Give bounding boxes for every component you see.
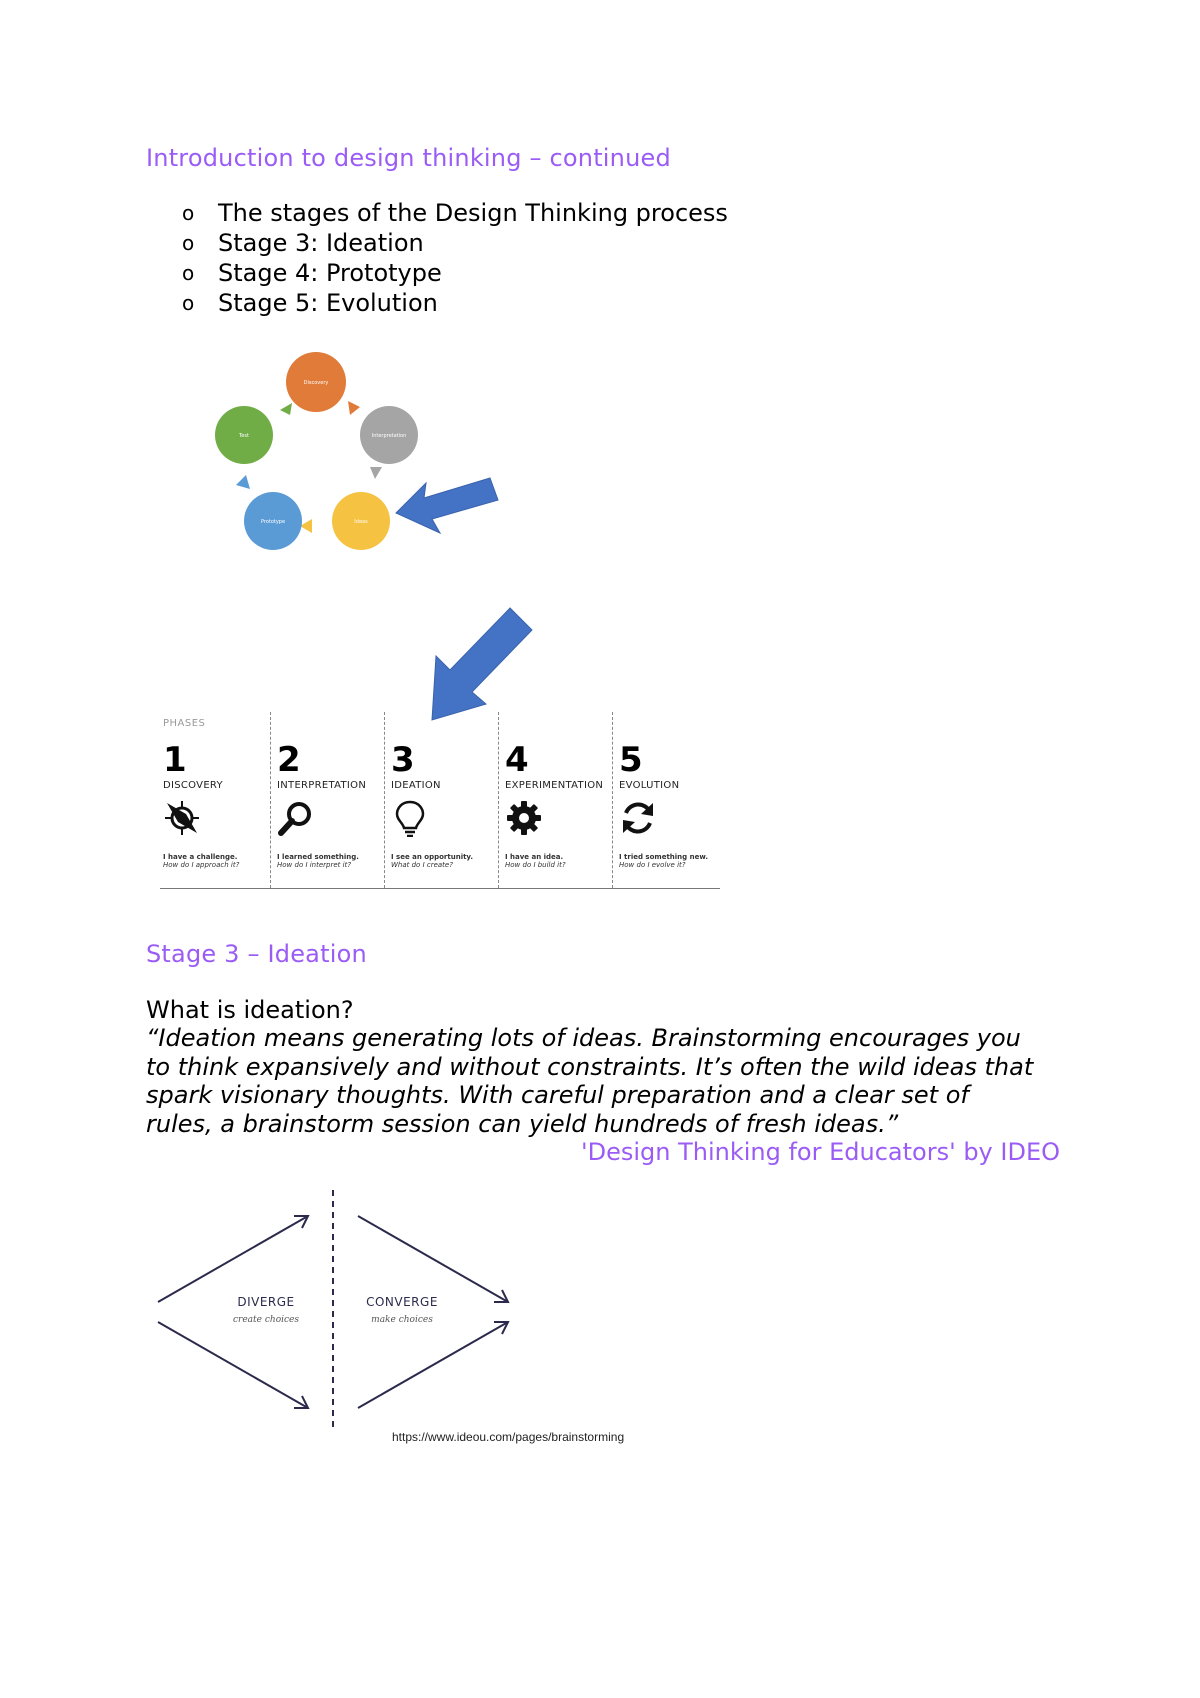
- lightbulb-icon: [391, 799, 429, 837]
- cycle-arrow-icon: [348, 401, 360, 415]
- phase-number: 4: [505, 740, 529, 780]
- bullet-text: Stage 5: Evolution: [218, 289, 438, 317]
- design-cycle-diagram: [200, 345, 520, 555]
- quote-line: to think expansively and without constraints. It’s often the wild ideas that: [146, 1052, 1034, 1081]
- list-item: [182, 228, 728, 258]
- column-divider: [270, 712, 271, 888]
- diverge-arrow-icon: [158, 1322, 308, 1408]
- converge-sub: make choices: [371, 1315, 433, 1325]
- list-item: [182, 258, 728, 288]
- bullet-text: The stages of the Design Thinking process: [218, 199, 728, 227]
- stage3-heading: Stage 3 – Ideation: [146, 940, 367, 968]
- cycle-arrow-icon: [370, 467, 382, 479]
- phase-statement: I have an idea.: [505, 853, 564, 861]
- diverge-label: DIVERGE: [237, 1295, 295, 1309]
- phase-name: DISCOVERY: [163, 780, 223, 791]
- quote-line: spark visionary thoughts. With careful preparation and a clear set of: [146, 1081, 969, 1109]
- phase-number: 2: [277, 740, 301, 780]
- phase-number: 5: [619, 740, 643, 780]
- pointer-arrow-icon: [420, 600, 540, 730]
- bullet-marker: o: [182, 201, 195, 225]
- bullet-text: Stage 4: Prototype: [218, 259, 442, 287]
- phase-name: IDEATION: [391, 780, 441, 791]
- phase-statement: I learned something.: [277, 853, 359, 861]
- phase-number: 1: [163, 740, 187, 780]
- phase-question: What do I create?: [391, 861, 453, 869]
- converge-arrow-icon: [358, 1322, 508, 1408]
- bullet-marker: o: [182, 231, 195, 255]
- phases-table: [160, 712, 720, 902]
- source-url[interactable]: https://www.ideou.com/pages/brainstorming: [392, 1430, 625, 1444]
- column-divider: [498, 712, 499, 888]
- cycle-node-label: Ideas: [354, 519, 368, 525]
- phase-question: How do I build it?: [505, 861, 566, 869]
- phase-name: EVOLUTION: [619, 780, 680, 791]
- phase-column: [391, 740, 496, 869]
- table-baseline: [160, 888, 720, 889]
- phase-name: EXPERIMENTATION: [505, 780, 604, 791]
- phase-statement: I tried something new.: [619, 853, 709, 861]
- magnifier-icon: [277, 799, 315, 837]
- bullet-text: Stage 3: Ideation: [218, 229, 424, 257]
- converge-arrow-icon: [358, 1216, 508, 1302]
- pointer-arrow-icon: [396, 478, 498, 533]
- column-divider: [612, 712, 613, 888]
- diverge-arrow-icon: [158, 1216, 308, 1302]
- diverge-converge-diagram: [150, 1190, 520, 1430]
- phase-name: INTERPRETATION: [277, 780, 367, 791]
- quote-line: rules, a brainstorm session can yield hundreds of fresh ideas.”: [146, 1109, 899, 1138]
- ideation-question: What is ideation?: [146, 996, 354, 1024]
- gear-icon: [505, 799, 543, 837]
- converge-label: CONVERGE: [366, 1295, 438, 1309]
- phase-column: [619, 740, 719, 869]
- refresh-icon: [619, 799, 657, 837]
- bullet-marker: o: [182, 261, 195, 285]
- ideation-quote: [146, 1024, 1086, 1138]
- phase-statement: I see an opportunity.: [391, 853, 474, 861]
- cycle-node-label: Prototype: [260, 519, 286, 525]
- cycle-arrow-icon: [280, 403, 292, 415]
- diverge-sub: create choices: [233, 1315, 299, 1325]
- quote-line: “Ideation means generating lots of ideas. Brainstorming encourages you: [146, 1024, 1021, 1052]
- phase-column: [505, 740, 610, 869]
- phase-question: How do I approach it?: [163, 861, 240, 869]
- phase-question: How do I interpret it?: [277, 861, 352, 869]
- phases-caption: PHASES: [163, 718, 206, 729]
- phase-statement: I have a challenge.: [163, 853, 238, 861]
- column-divider: [384, 712, 385, 888]
- list-item: [182, 198, 728, 228]
- cycle-node-label: Discovery: [303, 380, 329, 386]
- phase-column: [277, 740, 382, 869]
- bullet-marker: o: [182, 291, 195, 315]
- intro-heading: Introduction to design thinking – continued: [146, 144, 671, 172]
- quote-credit: 'Design Thinking for Educators' by IDEO: [581, 1138, 1060, 1166]
- cycle-arrow-icon: [236, 475, 250, 489]
- compass-icon: [163, 799, 201, 837]
- cycle-node-label: Test: [239, 433, 249, 439]
- phase-question: How do I evolve it?: [619, 861, 686, 869]
- list-item: [182, 288, 728, 318]
- phase-number: 3: [391, 740, 415, 780]
- cycle-node-label: Interpretation: [371, 433, 407, 439]
- intro-bullet-list: [182, 198, 728, 318]
- phase-column: [163, 740, 268, 869]
